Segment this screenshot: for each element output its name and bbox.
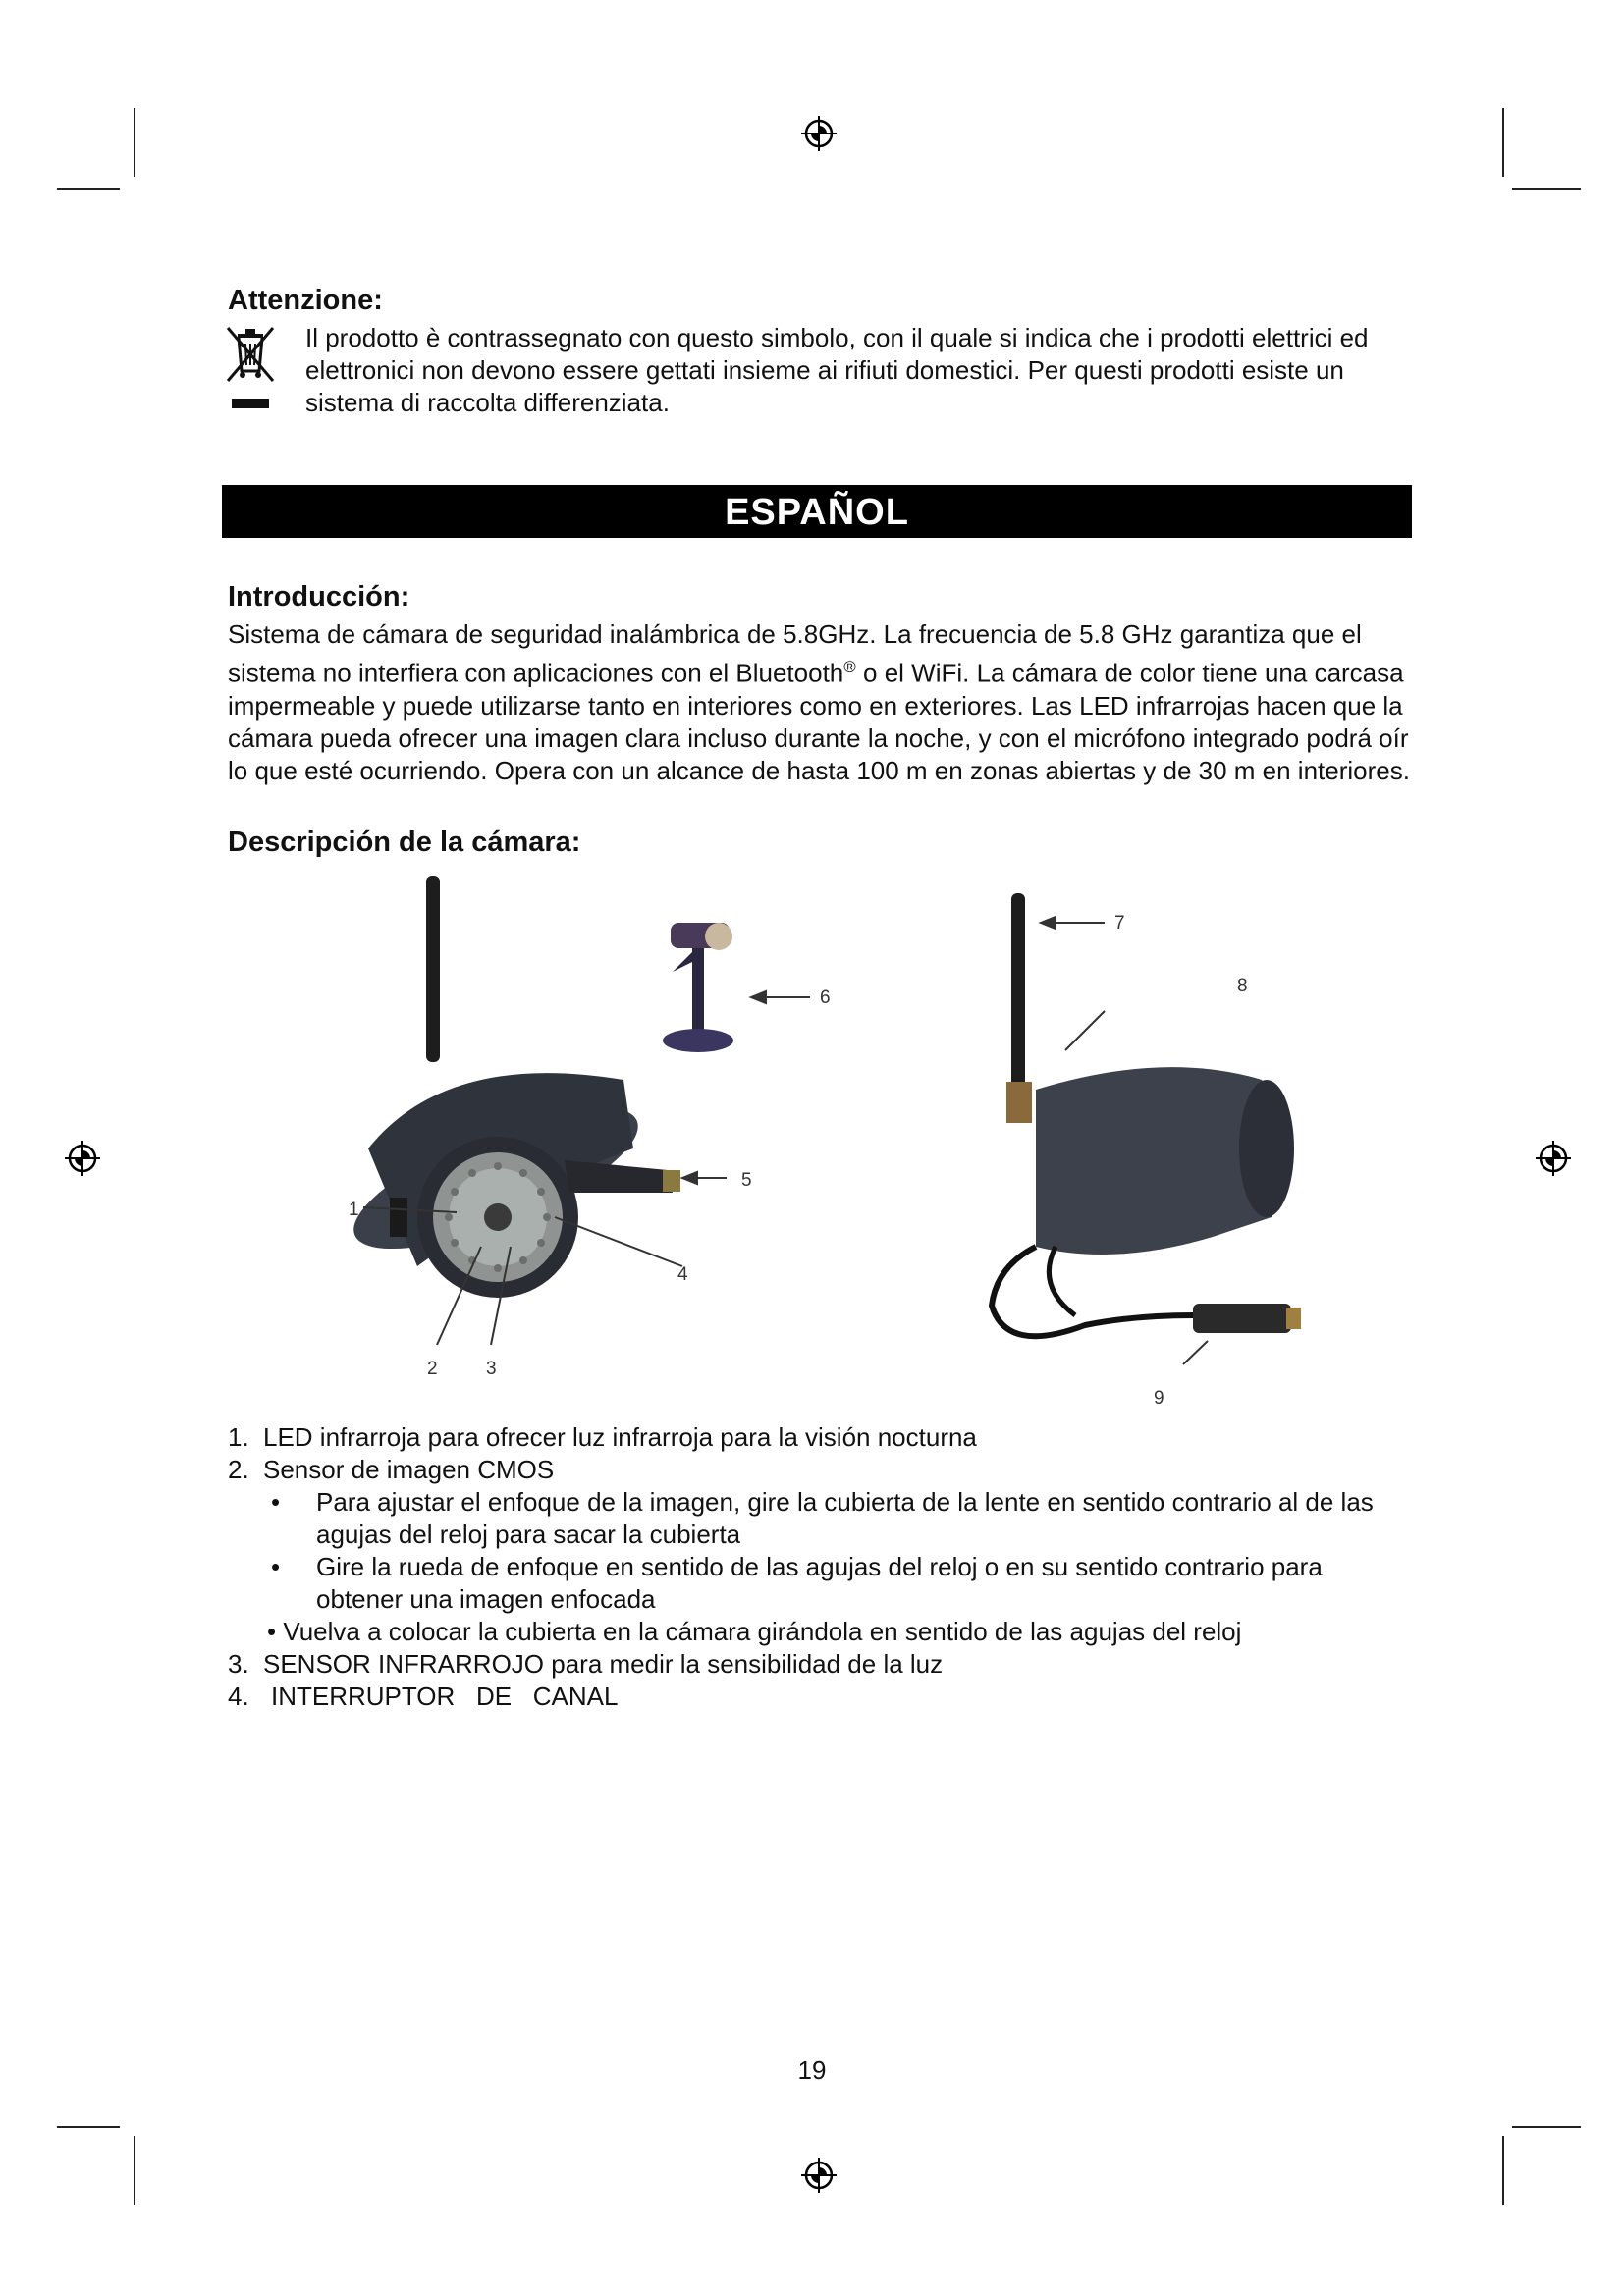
list-sub-item bbox=[228, 1486, 1426, 1551]
crop-mark-bottom-right-h bbox=[1512, 2126, 1581, 2128]
crop-mark-top-left-v bbox=[134, 108, 135, 177]
callout-3: 3 bbox=[486, 1359, 497, 1379]
crop-mark-top-right-v bbox=[1502, 108, 1504, 177]
language-section-bar: ESPAÑOL bbox=[222, 485, 1412, 538]
intro-text bbox=[228, 618, 1416, 787]
crop-mark-bottom-right-v bbox=[1502, 2136, 1504, 2205]
crop-mark-top-right-h bbox=[1512, 188, 1581, 190]
list-sub-item-text: Vuelva a colocar la cubierta en la cámara girándola en sentido de las agujas del reloj bbox=[283, 1617, 1242, 1646]
bullet-mark: • bbox=[271, 1487, 281, 1517]
intro-text-part-2: o el WiFi. La cámara de color tiene una carcasa impermeable y puede utilizarse tanto en interiores como en exteriores. Las LED infrarrojas hacen que la cámara pueda ofrecer una imagen clara incluso durante la noche, y con el micrófono integrado podrá oír lo que esté ocurriendo. Opera con un alcance de hasta 100 m en zonas abiertas y de 30 m en interiores. bbox=[228, 658, 1410, 785]
list-item-number: 1. bbox=[228, 1422, 249, 1452]
page-number: 19 bbox=[797, 2056, 827, 2085]
left-camera-image bbox=[338, 876, 680, 1298]
list-item bbox=[228, 1454, 1426, 1486]
camera-stand-image bbox=[663, 923, 733, 1052]
camera-illustration bbox=[329, 854, 1301, 1423]
weee-bin-icon bbox=[224, 324, 277, 412]
list-item-number: 4. bbox=[228, 1682, 249, 1711]
camera-description-heading: Descripción de la cámara: bbox=[228, 827, 581, 858]
intro-text-part-1: Sistema de cámara de seguridad inalámbrica de 5.8GHz. La frecuencia de 5.8 GHz garantiza que el sistema no interfiera con aplicaciones con el Bluetooth bbox=[228, 619, 1362, 688]
bullet-mark: • bbox=[271, 1552, 281, 1581]
feature-list bbox=[228, 1421, 1426, 1713]
list-item-number: 3. bbox=[228, 1649, 249, 1679]
intro-heading: Introducción: bbox=[228, 581, 410, 613]
callout-9: 9 bbox=[1154, 1388, 1164, 1409]
list-sub-item-text: Para ajustar el enfoque de la imagen, gire la cubierta de la lente en sentido contrario al de las agujas del reloj para sacar la cubierta bbox=[316, 1487, 1374, 1549]
list-sub-item-text: Gire la rueda de enfoque en sentido de las agujas del reloj o en su sentido contrario para obtener una imagen enfocada bbox=[316, 1552, 1323, 1614]
list-item bbox=[228, 1681, 1426, 1713]
list-item-text: SENSOR INFRARROJO para medir la sensibilidad de la luz bbox=[263, 1649, 944, 1679]
callout-2: 2 bbox=[427, 1359, 438, 1379]
registration-mark-icon bbox=[799, 2156, 839, 2195]
callout-5: 5 bbox=[741, 1170, 752, 1191]
registration-mark-icon bbox=[799, 114, 839, 153]
list-sub-item bbox=[228, 1616, 1426, 1648]
callout-6: 6 bbox=[820, 988, 831, 1008]
list-item bbox=[228, 1648, 1426, 1681]
registration-mark-icon bbox=[1534, 1139, 1573, 1178]
callout-8: 8 bbox=[1237, 976, 1248, 996]
bullet-mark: • bbox=[267, 1617, 277, 1646]
callout-4: 4 bbox=[677, 1264, 688, 1285]
callout-7: 7 bbox=[1114, 913, 1125, 934]
list-item-text: Sensor de imagen CMOS bbox=[263, 1455, 555, 1484]
list-item-number: 2. bbox=[228, 1455, 249, 1484]
callout-1: 1 bbox=[349, 1200, 359, 1220]
registered-mark: ® bbox=[843, 658, 856, 676]
attention-text: Il prodotto è contrassegnato con questo simbolo, con il quale si indica che i prodotti elettrici ed elettronici non devono essere gettati insieme ai rifiuti domestici. Per questi prodotti esiste un sistema di raccolta differenziata. bbox=[305, 323, 1369, 417]
crop-mark-top-left-h bbox=[57, 188, 120, 190]
crop-mark-bottom-left-h bbox=[57, 2126, 120, 2128]
list-sub-item bbox=[228, 1551, 1426, 1616]
list-item-text: LED infrarroja para ofrecer luz infrarroja para la visión nocturna bbox=[263, 1422, 977, 1452]
registration-mark-icon bbox=[63, 1139, 102, 1178]
list-item bbox=[228, 1421, 1426, 1454]
attention-heading: Attenzione: bbox=[228, 285, 383, 316]
list-item-text: INTERRUPTOR DE CANAL bbox=[271, 1682, 619, 1711]
crop-mark-bottom-left-v bbox=[134, 2136, 135, 2205]
right-camera-image bbox=[992, 893, 1301, 1336]
